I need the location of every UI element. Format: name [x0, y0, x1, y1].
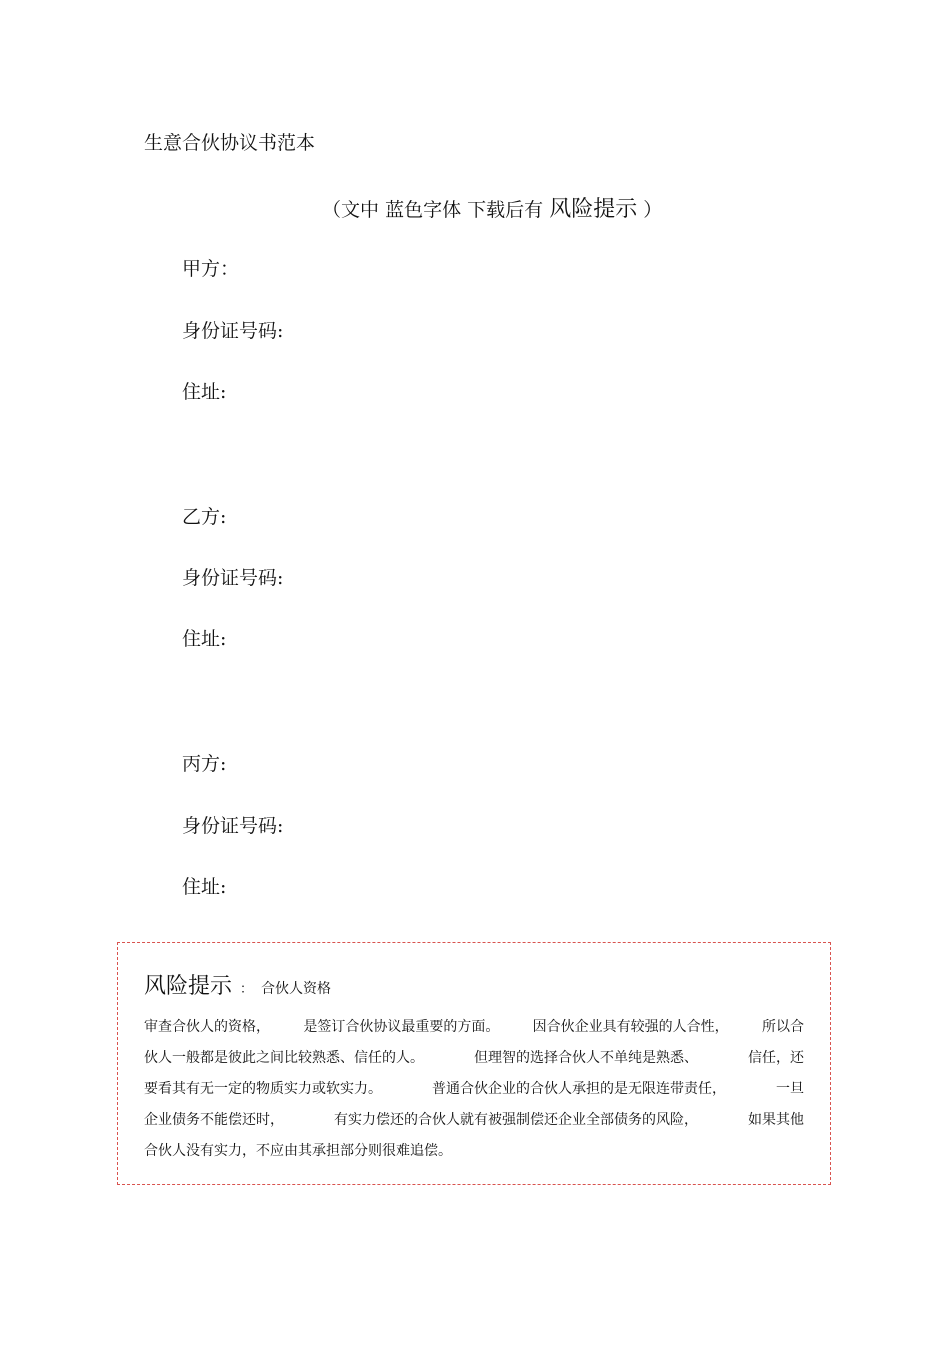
risk-notice-box: [117, 942, 831, 1185]
risk-text-segment: 合伙人没有实力，不应由其承担部分则很难追偿。: [144, 1143, 452, 1159]
risk-text-segment: 所以合: [761, 1019, 804, 1035]
risk-text-segment: 因合伙企业具有较强的人合性，: [532, 1019, 729, 1035]
risk-notice-body: [144, 1017, 804, 1172]
risk-notice-topic: 合伙人资格: [261, 981, 332, 997]
subtitle-part-2: 蓝色字体: [385, 199, 462, 221]
risk-text-segment: 如果其他: [748, 1112, 804, 1128]
party-c-label: 丙方:: [182, 753, 227, 775]
subtitle-part-1: （文中: [322, 199, 380, 221]
document-title: 生意合伙协议书范本: [144, 132, 316, 154]
party-a-label: 甲方：: [182, 258, 240, 280]
risk-text-segment: 是签订合伙协议最重要的方面。: [303, 1019, 500, 1035]
risk-notice-line-3: [144, 1079, 804, 1110]
risk-notice-line-5: [144, 1141, 804, 1172]
risk-text-segment: 伙人一般都是彼此之间比较熟悉、信任的人。: [144, 1050, 424, 1066]
document-subtitle: [322, 192, 662, 223]
party-b-label: 乙方:: [182, 506, 227, 528]
risk-text-segment: 要看其有无一定的物质实力或软实力。: [144, 1081, 382, 1097]
risk-notice-line-2: [144, 1048, 804, 1079]
risk-notice-label: 风险提示: [144, 974, 233, 999]
subtitle-part-5: ）: [643, 199, 663, 221]
party-c-id-label: 身份证号码:: [182, 815, 284, 837]
risk-text-segment: 但理智的选择合伙人不单纯是熟悉、: [474, 1050, 698, 1066]
risk-text-segment: 一旦: [776, 1081, 804, 1097]
party-a-address-label: 住址:: [182, 381, 227, 403]
party-c-address-label: 住址:: [182, 876, 227, 898]
risk-notice-heading: [144, 969, 331, 1000]
risk-text-segment: 审查合伙人的资格，: [144, 1019, 270, 1035]
party-b-address-label: 住址:: [182, 628, 227, 650]
subtitle-part-3: 下载后有: [467, 199, 544, 221]
subtitle-part-4: 风险提示: [549, 197, 638, 222]
party-a-id-label: 身份证号码:: [182, 320, 284, 342]
party-b-id-label: 身份证号码:: [182, 567, 284, 589]
risk-notice-line-4: [144, 1110, 804, 1141]
risk-text-segment: 普通合伙企业的合伙人承担的是无限连带责任，: [432, 1081, 726, 1097]
risk-text-segment: 企业债务不能偿还时，: [144, 1112, 284, 1128]
risk-notice-line-1: [144, 1017, 804, 1048]
risk-text-segment: 信任，还: [748, 1050, 804, 1066]
risk-notice-separator: ：: [240, 982, 254, 997]
risk-text-segment: 有实力偿还的合伙人就有被强制偿还企业全部债务的风险，: [334, 1112, 698, 1128]
